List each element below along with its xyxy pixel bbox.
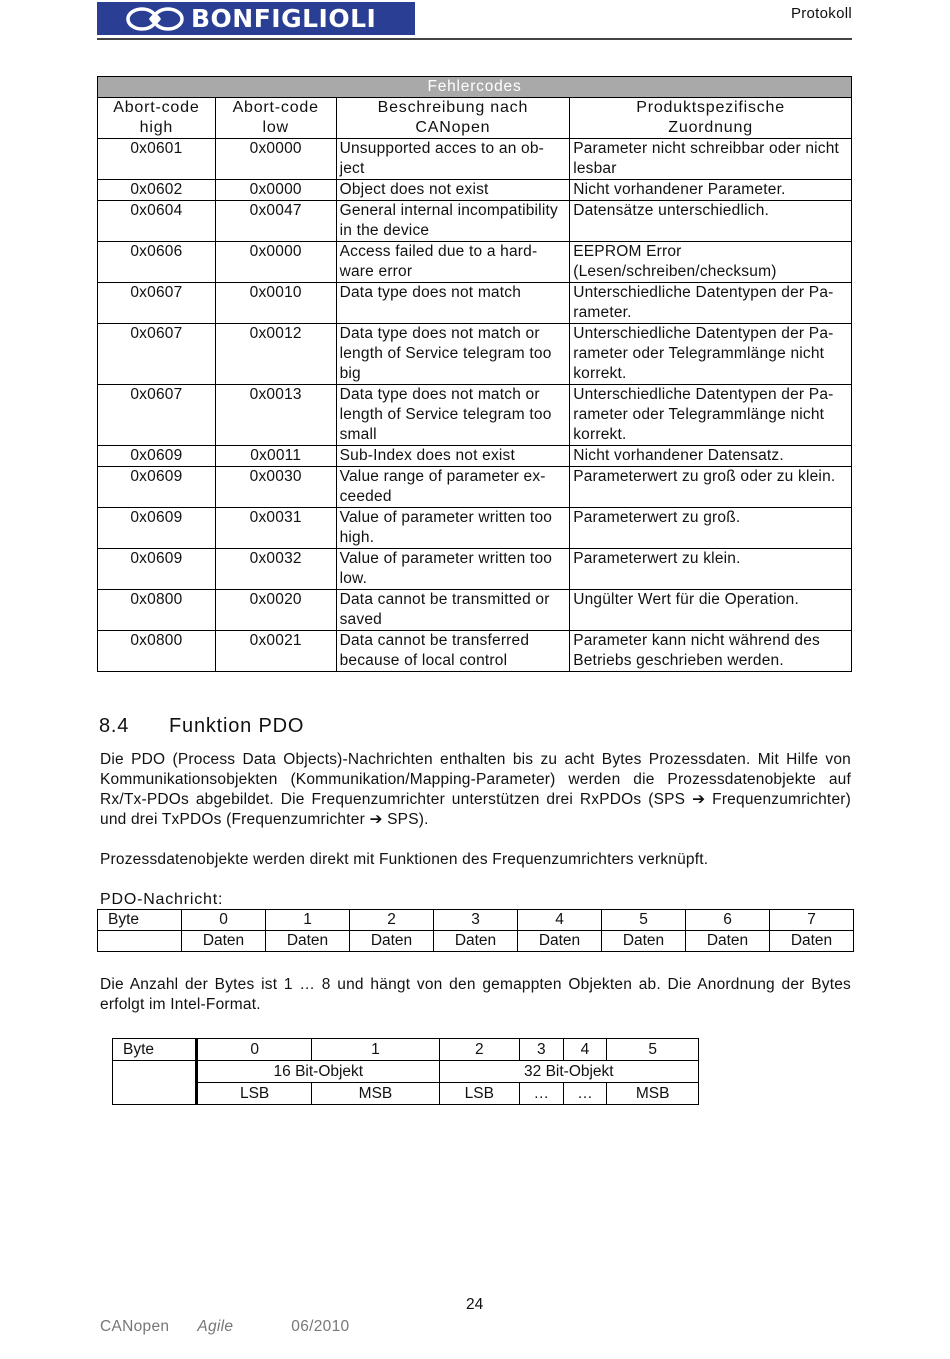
object-byte-cell: 1 [312, 1039, 439, 1061]
object-order-cell: MSB [607, 1083, 699, 1105]
pdo-mapping-paragraph: Prozessdatenobjekte werden direkt mit Funktionen des Frequenzumrichters verknüpft. [100, 851, 709, 868]
assignment-cell: Parameter nicht schreibbar oder nicht lesbar [570, 139, 852, 180]
pdo-message-label: PDO-Nachricht: [100, 891, 224, 908]
abort-code-high-cell: 0x0609 [98, 446, 216, 467]
object-layout-table [112, 1038, 699, 1105]
byte-count-paragraph: Die Anzahl der Bytes ist 1 … 8 und hängt von den gemappten Objekten ab. Die Anordnung der Bytes erfolgt im Intel-Format. [100, 976, 851, 1013]
logo-text: BONFIGLIOLI [191, 4, 377, 33]
abort-code-high-cell: 0x0800 [98, 590, 216, 631]
object-byte-cell: 2 [439, 1039, 519, 1061]
error-table-row [98, 508, 852, 549]
object-order-cell: … [519, 1083, 563, 1105]
column-header-assignment: Produktspezifische Zuordnung [570, 98, 852, 139]
assignment-cell: Unterschiedliche Datentypen der Pa- rameter oder Telegrammlänge nicht korrekt. [570, 324, 852, 385]
bonfiglioli-logo [97, 2, 415, 35]
section-title: Funktion PDO [169, 715, 305, 737]
abort-code-low-cell: 0x0030 [215, 467, 336, 508]
pdo-data-cell: Daten [434, 931, 518, 952]
page-number: 24 [466, 1296, 484, 1313]
abort-code-low-cell: 0x0000 [215, 139, 336, 180]
error-table-row [98, 385, 852, 446]
description-cell: Sub-Index does not exist [336, 446, 570, 467]
abort-code-low-cell: 0x0010 [215, 283, 336, 324]
abort-code-low-cell: 0x0047 [215, 201, 336, 242]
pdo-data-cell [98, 931, 182, 952]
object-byte-cell: 4 [563, 1039, 607, 1061]
abort-code-low-cell: 0x0012 [215, 324, 336, 385]
error-table-row [98, 549, 852, 590]
section-number: 8.4 [99, 715, 130, 737]
pdo-message-table [97, 909, 854, 952]
pdo-byte-cell: 7 [770, 910, 854, 931]
abort-code-high-cell: 0x0602 [98, 180, 216, 201]
abort-code-low-cell: 0x0020 [215, 590, 336, 631]
pdo-data-cell: Daten [770, 931, 854, 952]
object-16bit-cell: 16 Bit-Objekt [197, 1061, 440, 1083]
pdo-byte-row [98, 910, 854, 931]
pdo-byte-cell: Byte [98, 910, 182, 931]
abort-code-high-cell: 0x0601 [98, 139, 216, 180]
description-cell: Access failed due to a hard- ware error [336, 242, 570, 283]
object-size-row [113, 1061, 699, 1083]
column-header-abort-high: Abort-code high [98, 98, 216, 139]
abort-code-high-cell: 0x0609 [98, 508, 216, 549]
description-cell: Object does not exist [336, 180, 570, 201]
object-order-cell: MSB [312, 1083, 439, 1105]
pdo-byte-cell: 0 [182, 910, 266, 931]
footer-product: Agile [197, 1318, 234, 1335]
abort-code-high-cell: 0x0607 [98, 324, 216, 385]
error-table-row [98, 467, 852, 508]
pdo-byte-cell: 1 [266, 910, 350, 931]
header-divider [97, 38, 852, 40]
assignment-cell: Nicht vorhandener Parameter. [570, 180, 852, 201]
header-section-label: Protokoll [790, 5, 852, 22]
description-cell: Data type does not match [336, 283, 570, 324]
description-cell: Data type does not match or length of Service telegram too big [336, 324, 570, 385]
description-cell: Data type does not match or length of Service telegram too small [336, 385, 570, 446]
assignment-cell: Parameter kann nicht während des Betriebs geschrieben werden. [570, 631, 852, 672]
object-32bit-cell: 32 Bit-Objekt [439, 1061, 698, 1083]
error-table-row [98, 180, 852, 201]
pdo-byte-cell: 4 [518, 910, 602, 931]
error-table-row [98, 201, 852, 242]
error-table-row [98, 324, 852, 385]
assignment-cell: Parameterwert zu groß. [570, 508, 852, 549]
arrow-right-icon: ➔ [692, 791, 706, 808]
footer-doc: CANopen [100, 1318, 170, 1335]
pdo-byte-cell: 3 [434, 910, 518, 931]
pdo-data-cell: Daten [686, 931, 770, 952]
error-table-caption: Fehlercodes [98, 77, 852, 98]
assignment-cell: Datensätze unterschiedlich. [570, 201, 852, 242]
assignment-cell: Parameterwert zu groß oder zu klein. [570, 467, 852, 508]
object-table-empty-cell [113, 1061, 197, 1105]
description-cell: Value of parameter written too high. [336, 508, 570, 549]
abort-code-high-cell: 0x0609 [98, 549, 216, 590]
description-cell: Value range of parameter ex- ceeded [336, 467, 570, 508]
pdo-data-cell: Daten [518, 931, 602, 952]
abort-code-high-cell: 0x0607 [98, 385, 216, 446]
footer-date: 06/2010 [291, 1318, 350, 1335]
abort-code-low-cell: 0x0011 [215, 446, 336, 467]
object-byte-cell: 3 [519, 1039, 563, 1061]
assignment-cell: Unterschiedliche Datentypen der Pa- rameter. [570, 283, 852, 324]
column-header-abort-low: Abort-code low [215, 98, 336, 139]
object-order-row [113, 1083, 699, 1105]
description-cell: Data cannot be transferred because of local control [336, 631, 570, 672]
error-table-row [98, 590, 852, 631]
description-cell: Unsupported acces to an ob- ject [336, 139, 570, 180]
abort-code-low-cell: 0x0021 [215, 631, 336, 672]
object-byte-row [113, 1039, 699, 1061]
abort-code-low-cell: 0x0000 [215, 242, 336, 283]
object-byte-cell: 0 [197, 1039, 312, 1061]
error-table-row [98, 242, 852, 283]
pdo-data-cell: Daten [602, 931, 686, 952]
footer [100, 1318, 349, 1336]
section-heading [99, 715, 304, 738]
assignment-cell: Nicht vorhandener Datensatz. [570, 446, 852, 467]
error-table-row [98, 446, 852, 467]
pdo-byte-cell: 2 [350, 910, 434, 931]
abort-code-high-cell: 0x0609 [98, 467, 216, 508]
object-byte-cell: Byte [113, 1039, 197, 1061]
description-cell: Data cannot be transmitted or saved [336, 590, 570, 631]
abort-code-high-cell: 0x0606 [98, 242, 216, 283]
error-codes-table [97, 76, 852, 672]
error-table-row [98, 631, 852, 672]
logo-mark-icon [125, 6, 185, 32]
assignment-cell: Ungülter Wert für die Operation. [570, 590, 852, 631]
description-cell: Value of parameter written too low. [336, 549, 570, 590]
abort-code-low-cell: 0x0013 [215, 385, 336, 446]
abort-code-high-cell: 0x0604 [98, 201, 216, 242]
pdo-data-cell: Daten [182, 931, 266, 952]
pdo-data-row [98, 931, 854, 952]
abort-code-low-cell: 0x0000 [215, 180, 336, 201]
pdo-byte-cell: 6 [686, 910, 770, 931]
error-table-row [98, 283, 852, 324]
abort-code-high-cell: 0x0800 [98, 631, 216, 672]
pdo-data-cell: Daten [266, 931, 350, 952]
error-table-header-row [98, 98, 852, 139]
object-order-cell: LSB [439, 1083, 519, 1105]
object-order-cell: … [563, 1083, 607, 1105]
assignment-cell: EEPROM Error (Lesen/schreiben/checksum) [570, 242, 852, 283]
pdo-byte-cell: 5 [602, 910, 686, 931]
pdo-intro-paragraph: Die PDO (Process Data Objects)-Nachrichten enthalten bis zu acht Bytes Prozessdaten. Mit Hilfe von Kommunikationsobjekten (Kommunikation/Mapping-Parameter) werden die Prozessdatenobjekte auf Rx/Tx-PDOs abgebildet. Die Frequenzumrichter unterstützen drei RxPDOs (SPS ➔ Frequenzumrichter) und drei TxPDOs (Frequenzumrichter ➔ SPS). [100, 751, 851, 828]
object-byte-cell: 5 [607, 1039, 699, 1061]
assignment-cell: Parameterwert zu klein. [570, 549, 852, 590]
object-order-cell: LSB [197, 1083, 312, 1105]
pdo-data-cell: Daten [350, 931, 434, 952]
abort-code-low-cell: 0x0031 [215, 508, 336, 549]
arrow-right-icon: ➔ [369, 811, 383, 828]
abort-code-high-cell: 0x0607 [98, 283, 216, 324]
description-cell: General internal incompatibility in the device [336, 201, 570, 242]
assignment-cell: Unterschiedliche Datentypen der Pa- rameter oder Telegrammlänge nicht korrekt. [570, 385, 852, 446]
error-table-row [98, 139, 852, 180]
abort-code-low-cell: 0x0032 [215, 549, 336, 590]
column-header-description: Beschreibung nach CANopen [336, 98, 570, 139]
